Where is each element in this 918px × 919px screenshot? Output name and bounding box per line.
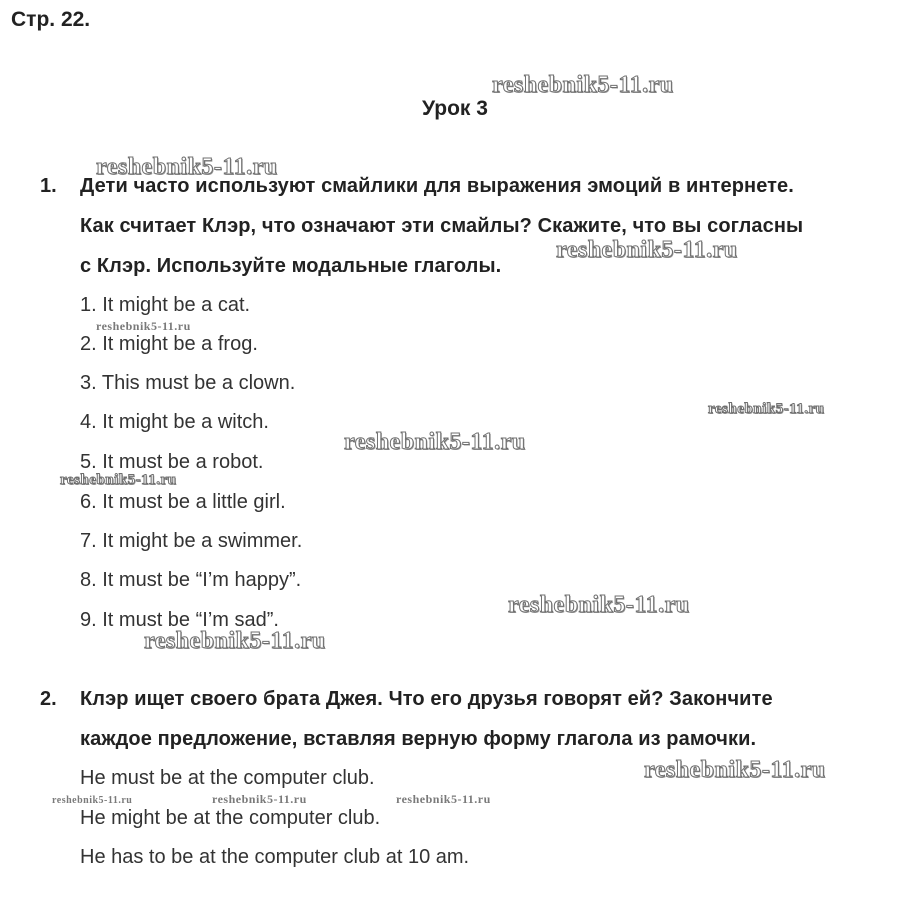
watermark: reshebnik5-11.ru	[708, 401, 825, 417]
task-1-number: 1.	[40, 175, 57, 197]
task-1-answer-3: 3. This must be a clown.	[80, 372, 296, 394]
task-1-answer-5: 5. It must be a robot.	[80, 451, 264, 473]
task-2-line-1: Клэр ищет своего брата Джея. Что его друзья говорят ей? Закончите	[80, 688, 773, 710]
task-2-answer-2: He might be at the computer club.	[80, 807, 381, 829]
page-label: Стр. 22.	[11, 8, 91, 31]
watermark: reshebnik5-11.ru	[212, 792, 307, 806]
watermark: reshebnik5-11.ru	[492, 72, 674, 98]
watermark: reshebnik5-11.ru	[644, 757, 826, 783]
task-2-answer-1: He must be at the computer club.	[80, 767, 375, 789]
lesson-title: Урок 3	[422, 97, 488, 120]
task-1-answer-8: 8. It must be “I’m happy”.	[80, 569, 302, 591]
watermark: reshebnik5-11.ru	[556, 237, 738, 263]
watermark: reshebnik5-11.ru	[508, 592, 690, 618]
watermark: reshebnik5-11.ru	[396, 792, 491, 806]
watermark: reshebnik5-11.ru	[60, 472, 177, 488]
watermark: reshebnik5-11.ru	[96, 319, 191, 333]
task-2-number: 2.	[40, 688, 57, 710]
task-1-answer-2: 2. It might be a frog.	[80, 333, 258, 355]
watermark: reshebnik5-11.ru	[344, 429, 526, 455]
task-2-answer-3: He has to be at the computer club at 10 am.	[80, 846, 470, 868]
task-2-line-2: каждое предложение, вставляя верную форму глагола из рамочки.	[80, 728, 757, 750]
watermark: reshebnik5-11.ru	[96, 154, 278, 180]
task-1-line-2: Как считает Клэр, что означают эти смайлы? Скажите, что вы согласны	[80, 215, 804, 237]
watermark: reshebnik5-11.ru	[52, 795, 133, 806]
task-1-answer-9: 9. It must be “I’m sad”.	[80, 609, 279, 631]
task-1-line-1: Дети часто используют смайлики для выражения эмоций в интернете.	[80, 175, 794, 197]
task-1-line-3: с Клэр. Используйте модальные глаголы.	[80, 255, 502, 277]
task-1-answer-4: 4. It might be a witch.	[80, 411, 269, 433]
task-1-answer-1: 1. It might be a cat.	[80, 294, 251, 316]
task-1-answer-7: 7. It might be a swimmer.	[80, 530, 303, 552]
task-1-answer-6: 6. It must be a little girl.	[80, 491, 286, 513]
watermark: reshebnik5-11.ru	[144, 628, 326, 654]
